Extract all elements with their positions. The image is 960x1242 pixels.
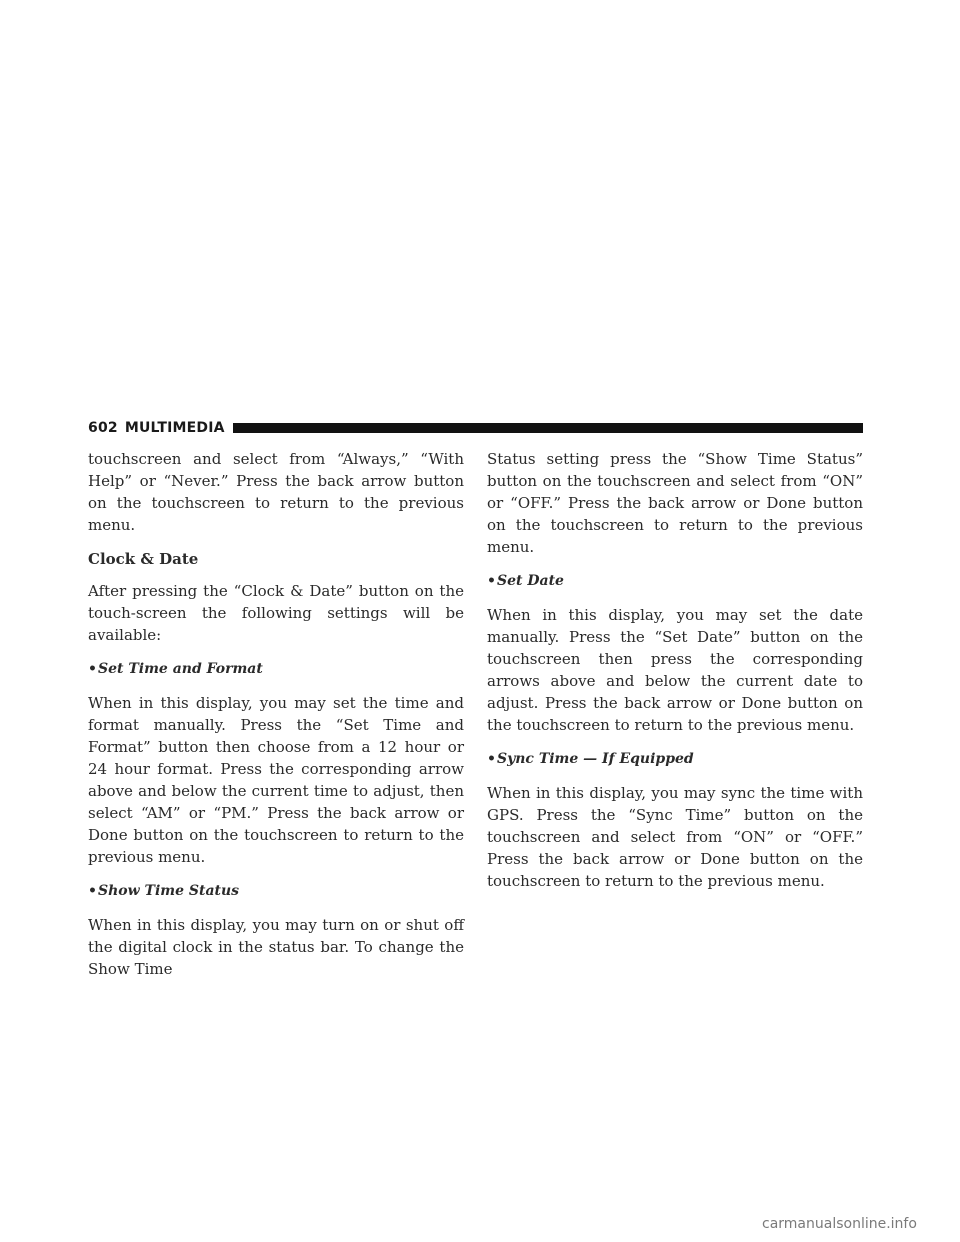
bullet-label: Sync Time — If Equipped	[497, 751, 694, 767]
bullet-icon: •	[88, 661, 97, 677]
bullet-set-time-format	[88, 658, 464, 680]
left-column	[88, 448, 464, 992]
paragraph: When in this display, you may turn on or shut off the digital clock in the status bar. To change the Show Time	[88, 916, 464, 978]
bullet-label: Set Date	[497, 573, 564, 589]
bullet-label: Show Time Status	[98, 883, 240, 899]
bullet-set-date	[487, 570, 863, 592]
heading-clock-date: Clock & Date	[88, 550, 199, 568]
bullet-label: Set Time and Format	[98, 661, 263, 677]
section-title: MULTIMEDIA	[124, 420, 225, 436]
bullet-show-time-status	[88, 880, 464, 902]
paragraph: When in this display, you may set the date manually. Press the “Set Date” button on the touchscreen then press the corresponding arrows above and below the current date to adjust. Press the back arrow or Done button on the touchscreen to return to the previous menu.	[487, 606, 863, 734]
paragraph: After pressing the “Clock & Date” button on the touch-screen the following settings will be available:	[88, 582, 464, 644]
header-rule	[233, 423, 863, 433]
bullet-icon: •	[487, 751, 496, 767]
page-number: 602	[88, 420, 118, 436]
bullet-icon: •	[88, 883, 97, 899]
paragraph: When in this display, you may sync the time with GPS. Press the “Sync Time” button on the touchscreen and select from “ON” or “OFF.” Press the back arrow or Done button on the touchscreen to return to the previous menu.	[487, 784, 863, 890]
bullet-icon: •	[487, 573, 496, 589]
paragraph: Status setting press the “Show Time Status” button on the touchscreen and select from “ON” or “OFF.” Press the back arrow or Done button on the touchscreen to return to the previous menu.	[487, 450, 863, 556]
paragraph: When in this display, you may set the time and format manually. Press the “Set Time and Format” button then choose from a 12 hour or 24 hour format. Press the corresponding arrow above and below the current time to adjust, then select “AM” or “PM.” Press the back arrow or Done button on the touchscreen to return to the previous menu.	[88, 694, 464, 866]
paragraph: touchscreen and select from “Always,” “With Help” or “Never.” Press the back arrow button on the touchscreen to return to the previous menu.	[88, 450, 464, 534]
right-column	[487, 448, 863, 904]
bullet-sync-time	[487, 748, 863, 770]
page-header	[88, 417, 863, 439]
watermark: carmanualsonline.info	[762, 1216, 917, 1232]
